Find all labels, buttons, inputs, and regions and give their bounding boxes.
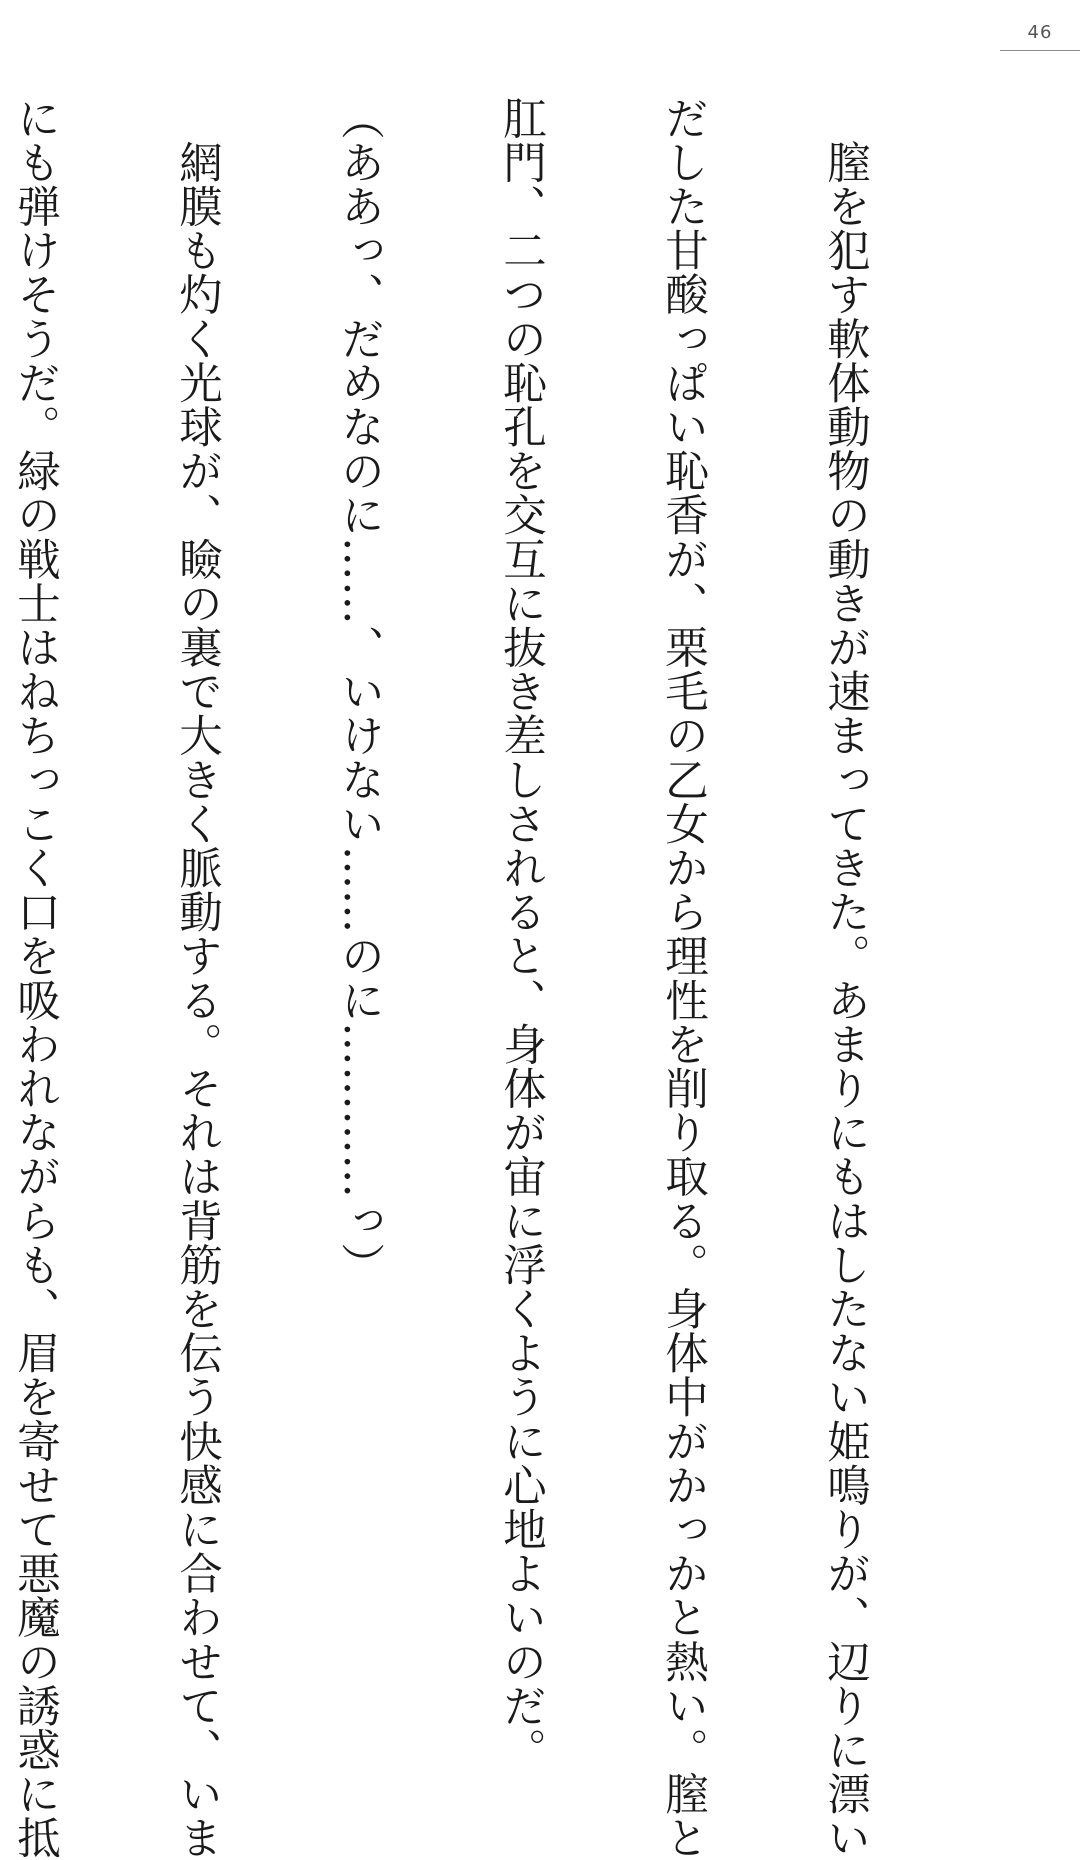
body-text — [10, 96, 980, 1860]
text-line: （ああっ、だめなのに……、いけない……のに…………っ） — [334, 96, 384, 1287]
page-number: 46 — [1027, 22, 1053, 43]
text-line: にも弾けそうだ。緑の戦士はねちっこく口を吸われながらも、眉を寄せて悪魔の誘惑に抵 — [10, 96, 60, 1860]
text-line: 肛門、二つの恥孔を交互に抜き差しされると、身体が宙に浮くように心地よいのだ。 — [496, 96, 546, 1772]
text-line: だした甘酸っぱい恥香が、栗毛の乙女から理性を削り取る。身体中がかっかと熱い。膣と — [658, 96, 708, 1860]
header-rule — [1000, 50, 1080, 51]
text-line: 網膜も灼く光球が、瞼の裏で大きく脈動する。それは背筋を伝う快感に合わせて、いま — [172, 96, 222, 1860]
text-line: 膣を犯す軟体動物の動きが速まってきた。あまりにもはしたない姫鳴りが、辺りに漂い — [820, 96, 870, 1860]
